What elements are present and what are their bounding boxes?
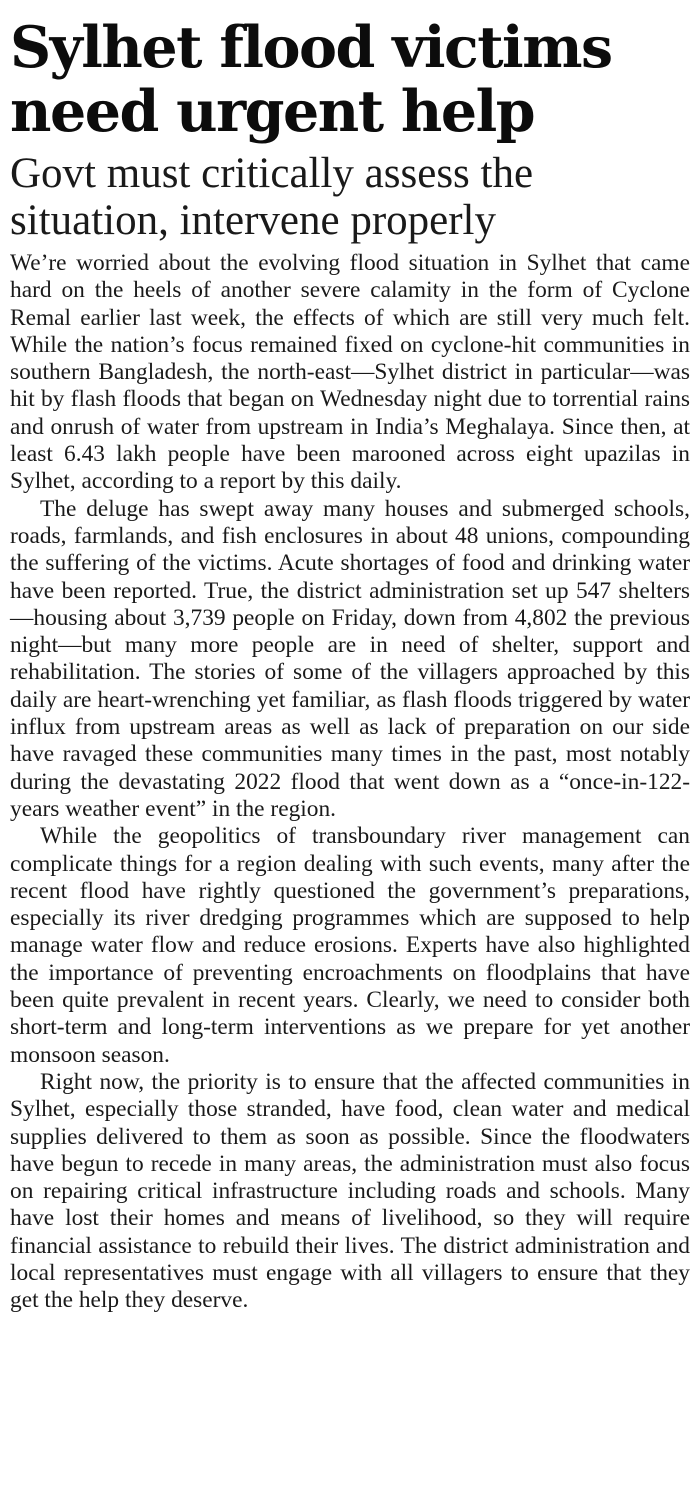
body-paragraph: While the geopolitics of transboundary river management can complicate things for a region dealing with such events, many after the recent flood have rightly questioned the government’s preparations, especially its river dredging programmes which are supposed to help manage water flow and reduce erosions. Experts have also highlighted the importance of preventing encroachments on floodplains that have been quite prevalent in recent years. Clearly, we need to consider both short-term and long-term interventions as we prepare for yet another monsoon season. <box>10 823 690 1068</box>
subheadline: Govt must critically assess the situation, intervene properly <box>10 150 534 244</box>
editorial-article <box>10 16 690 1315</box>
article-body <box>10 250 690 1315</box>
body-paragraph: We’re worried about the evolving flood situation in Sylhet that came hard on the heels of another severe calamity in the form of Cyclone Remal earlier last week, the effects of which are still very much felt. While the nation’s focus remained fixed on cyclone-hit communities in southern Bangladesh, the north-east—Sylhet district in particular—was hit by flash floods that began on Wednesday night due to torrential rains and onrush of water from upstream in India’s Meghalaya. Since then, at least 6.43 lakh people have been marooned across eight upazilas in Sylhet, according to a report by this daily. <box>10 250 690 495</box>
body-paragraph: The deluge has swept away many houses and submerged schools, roads, farmlands, and fish enclosures in about 48 unions, compounding the suffering of the victims. Acute shortages of food and drinking water have been reported. True, the district administration set up 547 shelters—housing about 3,739 people on Friday, down from 4,802 the previous night—but many more people are in need of shelter, support and rehabilitation. The stories of some of the villagers approached by this daily are heart-wrenching yet familiar, as flash floods triggered by water influx from upstream areas as well as lack of preparation on our side have ravaged these communities many times in the past, most notably during the devastating 2022 flood that went down as a “once-in-122-years weather event” in the region. <box>10 495 690 822</box>
headline: Sylhet flood victims need urgent help <box>10 14 612 145</box>
body-paragraph: Right now, the priority is to ensure that the affected communities in Sylhet, especially those stranded, have food, clean water and medical supplies delivered to them as soon as possible. Since the floodwaters have begun to recede in many areas, the administration must also focus on repairing critical infrastructure including roads and schools. Many have lost their homes and means of livelihood, so they will require financial assistance to rebuild their lives. The district administration and local representatives must engage with all villagers to ensure that they get the help they deserve. <box>10 1068 690 1314</box>
